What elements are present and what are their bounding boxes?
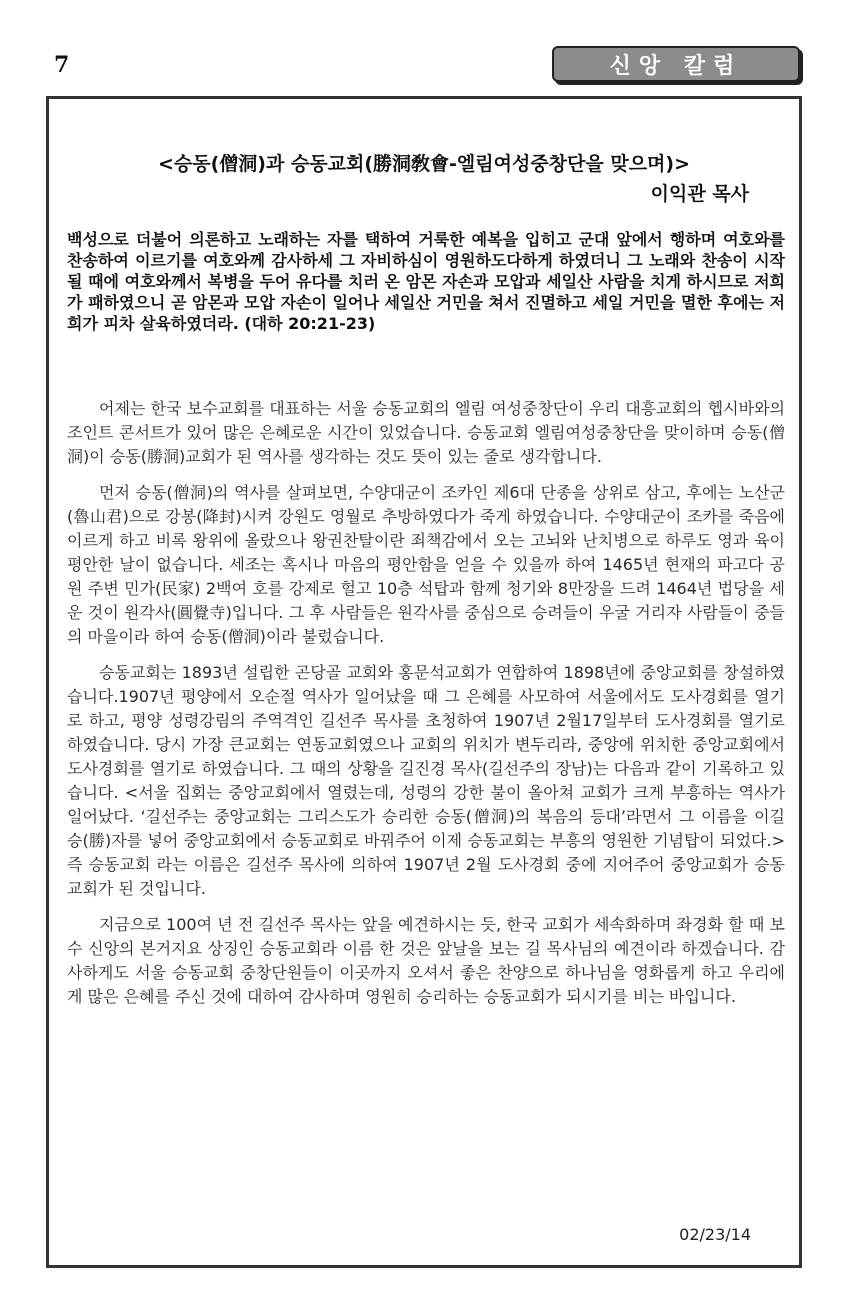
scripture-quote: 백성으로 더불어 의론하고 노래하는 자를 택하여 거룩한 예복을 입히고 군대 앞에서 행하며 여호와를 찬송하여 이르기를 여호와께 감사하세 그 자비하심이 영원하도다하게 하였더니 그 노래와 찬송이 시작될 때에 여호와께서 복병을 두어 유다를 치러 온 암몬 자손과 모압과 세일산 사람을 치게 하시므로 저희가 패하였으니 곧 암몬과 모압 자손이 일어나 세일산 거민을 쳐서 진멸하고 세일 거민을 멸한 후에는 저희가 피차 살육하였더라. (대하 20:21-23) <box>67 230 785 333</box>
body-paragraph: 어제는 한국 보수교회를 대표하는 서울 승동교회의 엘림 여성중창단이 우리 대흥교회의 헵시바와의 조인트 콘서트가 있어 많은 은혜로운 시간이 있었습니다. 승동교회 엘림여성중창단을 맞이하며 승동(僧洞)이 승동(勝洞)교회가 된 역사를 생각하는 것도 뜻이 있는 줄로 생각합니다. <box>67 399 785 466</box>
article-frame <box>46 96 802 1268</box>
article-date: 02/23/14 <box>679 1225 751 1244</box>
section-tab-label: 신앙 칼럼 <box>552 46 800 82</box>
article-author: 이익관 목사 <box>650 183 749 205</box>
body-paragraph: 지금으로 100여 년 전 길선주 목사는 앞을 예견하시는 듯, 한국 교회가 세속화하며 좌경화 할 때 보수 신앙의 본거지요 상징인 승동교회라 이름 한 것은 앞날을 보는 길 목사님의 예견이라 하겠습니다. 감사하게도 서울 승동교회 중창단원들이 이곳까지 오셔서 좋은 찬양으로 하나님을 영화롭게 하고 우리에게 많은 은혜를 주신 것에 대하여 감사하며 영원히 승리하는 승동교회가 되시기를 비는 바입니다. <box>67 915 785 1006</box>
body-paragraph: 먼저 승동(僧洞)의 역사를 살펴보면, 수양대군이 조카인 제6대 단종을 상위로 삼고, 후에는 노산군(魯山君)으로 강봉(降封)시켜 강원도 영월로 추방하였다가 죽게 하였습니다. 수양대군이 조카를 죽음에 이르게 하고 비록 왕위에 올랐으나 왕권찬탈이란 죄책감에서 오는 고뇌와 난치병으로 하루도 영과 육이 평안한 날이 없습니다. 세조는 혹시나 마음의 평안함을 얻을 수 있을까 하여 1465년 현재의 파고다 공원 주변 민가(民家) 2백여 호를 강제로 헐고 10층 석탑과 함께 청기와 8만장을 드려 1464년 법당을 세운 것이 원각사(圓覺寺)입니다. 그 후 사람들은 원각사를 중심으로 승려들이 우굴 거리자 사람들이 중들의 마을이라 하여 승동(僧洞)이라 불렀습니다. <box>67 483 785 646</box>
article-title: <승동(僧洞)과 승동교회(勝洞敎會-엘림여성중창단을 맞으며)> <box>157 153 691 175</box>
page-number: 7 <box>54 52 70 78</box>
body-paragraph: 승동교회는 1893년 설립한 곤당골 교회와 홍문석교회가 연합하여 1898년에 중앙교회를 창설하였습니다.1907년 평양에서 오순절 역사가 일어났을 때 그 은혜를 사모하여 서울에서도 도사경회를 열기로 하고, 평양 성령강림의 주역격인 길선주 목사를 초청하여 1907년 2월17일부터 도사경회를 열기로 하였습니다. 당시 가장 큰교회는 연동교회였으나 교회의 위치가 변두리라, 중앙에 위치한 중앙교회에서 도사경회를 열기로 하였습니다. 그 때의 상황을 길진경 목사(길선주의 장남)는 다음과 같이 기록하고 있습니다. <서울 집회는 중앙교회에서 열렸는데, 성령의 강한 불이 올아쳐 교회가 크게 부흥하는 역사가 일어났다. ‘길선주는 중앙교회는 그리스도가 승리한 승동(僧洞)의 복음의 등대’라면서 그 이름을 이길 승(勝)자를 넣어 중앙교회에서 승동교회로 바꿔주어 이제 승동교회는 부흥의 영원한 기념탑이 되었다.> 즉 승동교회 라는 이름은 길선주 목사에 의하여 1907년 2월 도사경회 중에 지어주어 중앙교회가 승동교회가 된 것입니다. <box>67 663 785 898</box>
article-body <box>67 397 785 1021</box>
